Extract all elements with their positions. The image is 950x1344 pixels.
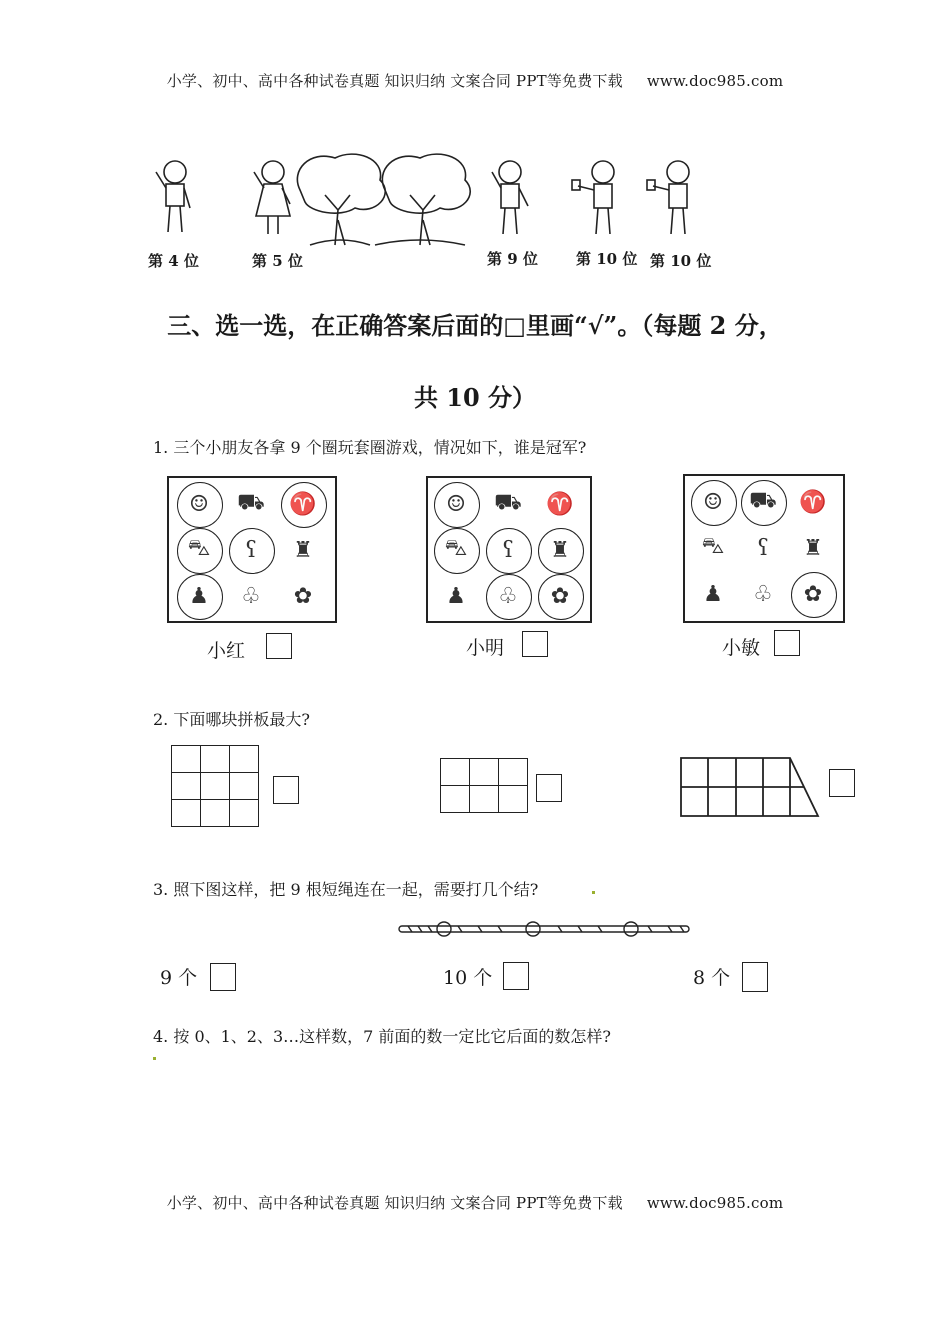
duck-toy-icon: ♈ bbox=[546, 491, 574, 517]
bear-toy-icon: ʕ bbox=[245, 537, 257, 563]
doll-toy-icon: ☺ bbox=[189, 491, 209, 517]
answer-checkbox-xiaomin[interactable] bbox=[774, 630, 800, 656]
ring-toss-panel-xiaoming bbox=[426, 476, 592, 623]
tree-icon-1 bbox=[297, 154, 385, 245]
question-4-text: 4. 按 0、1、2、3…这样数，7 前面的数一定比它后面的数怎样? bbox=[153, 1027, 612, 1046]
kid-label-1: 第 4 位 bbox=[148, 252, 199, 270]
header-text: 小学、初中、高中各种试卷真题 知识归纳 文案合同 PPT等免费下载 bbox=[166, 72, 623, 90]
answer-checkbox-board-1[interactable] bbox=[273, 776, 299, 804]
ring-circle bbox=[791, 572, 837, 618]
puzzle-board-3x2 bbox=[440, 758, 528, 813]
puzzle-board-3x3 bbox=[171, 745, 259, 827]
girl-figure bbox=[254, 161, 290, 234]
robot-toy-icon: ♜ bbox=[803, 535, 823, 561]
ring-circle bbox=[229, 528, 275, 574]
knot-icon bbox=[437, 922, 451, 936]
truck-toy-icon: ⛟ bbox=[749, 488, 777, 513]
knot-icon bbox=[526, 922, 540, 936]
option-label-10: 10 个 bbox=[443, 967, 493, 989]
ring-circle bbox=[281, 482, 327, 528]
truck-toy-icon: ⛟ bbox=[237, 490, 265, 515]
top-toy-icon: ✿ bbox=[803, 581, 823, 607]
question-2-text: 2. 下面哪块拼板最大? bbox=[153, 710, 310, 729]
kid-label-5: 第 10 位 bbox=[650, 252, 712, 270]
duck-toy-icon: ♈ bbox=[799, 489, 827, 515]
section-title-line1: 三、选一选，在正确答案后面的□里画“√”。（每题 2 分， bbox=[167, 311, 783, 340]
girl-figure-3 bbox=[647, 161, 689, 234]
boy-figure-1 bbox=[156, 161, 190, 232]
ring-circle bbox=[538, 574, 584, 620]
rooster-toy-icon: ♧ bbox=[753, 581, 773, 607]
footer-text: 小学、初中、高中各种试卷真题 知识归纳 文案合同 PPT等免费下载 bbox=[166, 1194, 623, 1212]
option-label-8: 8 个 bbox=[693, 967, 731, 989]
answer-checkbox-board-2[interactable] bbox=[536, 774, 562, 802]
truck-toy-icon: ⛟ bbox=[494, 490, 522, 515]
tree-icon-2 bbox=[375, 154, 470, 245]
penguin-toy-icon: ♟ bbox=[703, 581, 723, 607]
answer-checkbox-9[interactable] bbox=[210, 963, 236, 991]
footer-url: www.doc985.com bbox=[646, 1194, 784, 1212]
top-toy-icon: ✿ bbox=[550, 583, 570, 609]
answer-checkbox-xiaoming[interactable] bbox=[522, 631, 548, 657]
page-footer bbox=[0, 1192, 950, 1213]
answer-checkbox-xiaohong[interactable] bbox=[266, 633, 292, 659]
girl-figure-2 bbox=[572, 161, 614, 234]
ring-circle bbox=[538, 528, 584, 574]
answer-checkbox-8[interactable] bbox=[742, 962, 768, 992]
answer-checkbox-10[interactable] bbox=[503, 962, 529, 990]
stray-dot bbox=[592, 891, 595, 894]
bear-toy-icon: ʕ bbox=[757, 535, 769, 561]
ring-circle bbox=[486, 574, 532, 620]
name-label-xiaohong: 小红 bbox=[207, 640, 246, 662]
car-toy-icon: ⛍ bbox=[444, 536, 468, 561]
ring-circle bbox=[486, 528, 532, 574]
car-toy-icon: ⛍ bbox=[187, 536, 211, 561]
stray-dot bbox=[153, 1057, 156, 1060]
doll-toy-icon: ☺ bbox=[446, 491, 466, 517]
duck-toy-icon: ♈ bbox=[289, 491, 317, 517]
ring-circle bbox=[434, 482, 480, 528]
header-url: www.doc985.com bbox=[646, 72, 784, 90]
knot-icon bbox=[624, 922, 638, 936]
option-label-9: 9 个 bbox=[160, 967, 198, 989]
kids-trees-illustration bbox=[140, 150, 740, 250]
boy-figure-2 bbox=[492, 161, 528, 234]
car-toy-icon: ⛍ bbox=[701, 534, 725, 559]
question-1-text: 1. 三个小朋友各拿 9 个圈玩套圈游戏，情况如下，谁是冠军? bbox=[153, 438, 587, 457]
robot-toy-icon: ♜ bbox=[550, 537, 570, 563]
ring-circle bbox=[691, 480, 737, 526]
kid-label-2: 第 5 位 bbox=[252, 252, 303, 270]
kid-label-4: 第 10 位 bbox=[576, 250, 638, 268]
answer-checkbox-board-3[interactable] bbox=[829, 769, 855, 797]
penguin-toy-icon: ♟ bbox=[446, 583, 466, 609]
question-3-text: 3. 照下图这样，把 9 根短绳连在一起，需要打几个结? bbox=[153, 880, 539, 899]
bear-toy-icon: ʕ bbox=[502, 537, 514, 563]
top-toy-icon: ✿ bbox=[293, 583, 313, 609]
name-label-xiaomin: 小敏 bbox=[722, 637, 761, 659]
rooster-toy-icon: ♧ bbox=[498, 583, 518, 609]
ring-circle bbox=[177, 482, 223, 528]
doll-toy-icon: ☺ bbox=[703, 489, 723, 515]
ring-toss-panel-xiaohong bbox=[167, 476, 337, 623]
robot-toy-icon: ♜ bbox=[293, 537, 313, 563]
puzzle-board-trapezoid bbox=[680, 756, 820, 818]
kid-label-3: 第 9 位 bbox=[487, 250, 538, 268]
ring-toss-panel-xiaomin bbox=[683, 474, 845, 623]
section-title-line2: 共 10 分） bbox=[413, 383, 537, 412]
page-header bbox=[0, 70, 950, 91]
ring-circle bbox=[177, 574, 223, 620]
rooster-toy-icon: ♧ bbox=[241, 583, 261, 609]
knotted-rope-illustration bbox=[398, 918, 692, 940]
ring-circle bbox=[434, 528, 480, 574]
name-label-xiaoming: 小明 bbox=[466, 637, 505, 659]
penguin-toy-icon: ♟ bbox=[189, 583, 209, 609]
ring-circle bbox=[177, 528, 223, 574]
ring-circle bbox=[741, 480, 787, 526]
